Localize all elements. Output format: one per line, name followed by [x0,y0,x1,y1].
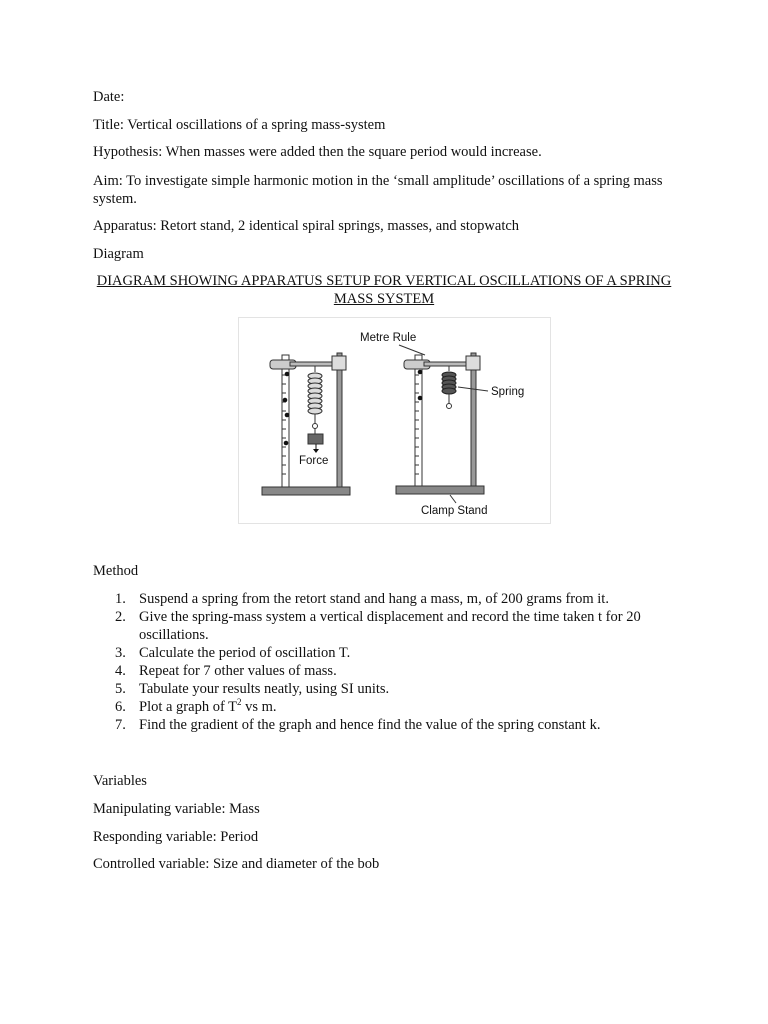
hypothesis-line: Hypothesis: When masses were added then the square period would increase. [93,144,542,160]
aim-paragraph: Aim: To investigate simple harmonic motion in the ‘small amplitude’ oscillations of a spring mass system. [93,173,663,207]
variables-heading: Variables [93,773,147,789]
marker-dot [285,413,290,418]
spring-label: Spring [491,386,525,398]
marker-dot [285,372,290,377]
right-base [396,486,484,494]
list-item: 4. Repeat for 7 other values of mass. [115,663,337,679]
clamp-stand-label: Clamp Stand [421,505,488,517]
marker-dot [283,398,288,403]
hanging-mass [308,434,323,444]
apparatus-diagram [239,318,550,523]
method-steps [92,590,692,734]
metre-rule-leader [399,345,425,355]
controlled-variable: Controlled variable: Size and diameter of the bob [93,856,380,872]
list-item: 1. Suspend a spring from the retort stand and hang a mass, m, of 200 grams from it. [115,591,609,607]
figure-heading: DIAGRAM SHOWING APPARATUS SETUP FOR VERTICAL OSCILLATIONS OF A SPRING MASS SYSTEM [96,273,672,307]
metre-rule-label: Metre Rule [360,332,417,344]
clamp-stand-leader [450,495,456,503]
right-stand-rod [471,353,476,486]
marker-dot [418,396,423,401]
left-apparatus [262,353,350,495]
list-item: 2. Give the spring-mass system a vertical displacement and record the time taken t for 20 oscillations. [115,609,641,643]
force-label: Force [299,455,329,467]
apparatus-figure [238,317,551,524]
left-boss-head [332,356,346,370]
manipulating-variable: Manipulating variable: Mass [93,801,260,817]
left-spring [308,373,322,414]
left-clamp-arm [290,362,338,366]
list-item: 6. Plot a graph of $T^2$ vs m. [115,697,277,715]
date-line: Date: [93,89,125,105]
responding-variable: Responding variable: Period [93,829,259,845]
marker-dot [418,370,423,375]
right-spring [442,372,456,394]
left-stand-rod [337,353,342,487]
apparatus-line: Apparatus: Retort stand, 2 identical spiral springs, masses, and stopwatch [93,218,520,234]
list-item: 3. Calculate the period of oscillation T. [115,645,351,661]
right-boss-head [466,356,480,370]
list-item: 5. Tabulate your results neatly, using SI units. [115,681,390,697]
list-item: 7. Find the gradient of the graph and hence find the value of the spring constant k. [115,717,601,733]
right-clamp-arm [424,362,472,366]
left-base [262,487,350,495]
right-apparatus [396,353,484,494]
diagram-label: Diagram [93,246,144,262]
method-heading: Method [93,563,139,579]
title-line: Title: Vertical oscillations of a spring mass-system [93,117,386,133]
marker-dot [284,441,289,446]
